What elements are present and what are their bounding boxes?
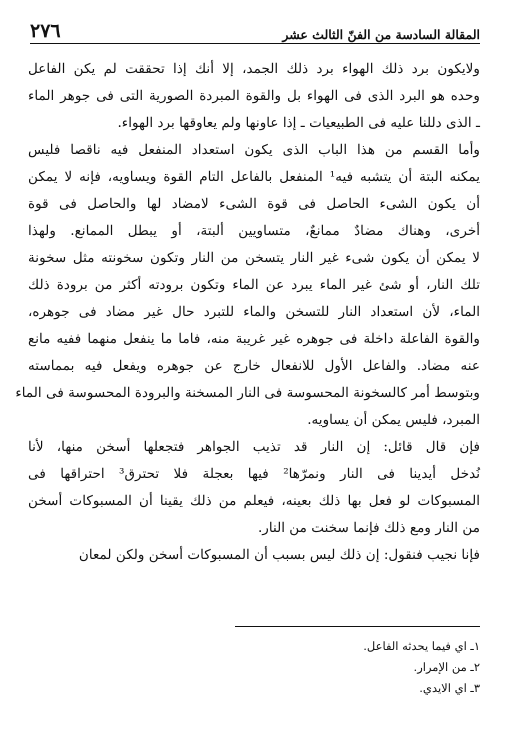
page-header <box>30 14 480 42</box>
text-line: من النار ومع ذلك فإنما سخنت من النار. <box>257 520 480 536</box>
text-line: والقوة الفاعلة داخلة فى جوهره غير غريبة منه، فاما ما ينفعل منهما ففيه مانع <box>28 331 480 347</box>
running-title: المقالة السادسة من الفنّ الثالث عشر <box>282 27 480 42</box>
footnote: ٣ـ اي الايدي. <box>419 681 480 695</box>
text-line: ولايكون برد ذلك الهواء برد ذلك الجمد، إلا أنك إذا تحققت لم يكن الفاعل <box>28 61 480 77</box>
text-line: لا يمكن أن يكون شىء غير النار يتسخن من النار وتكون سخونته مثل سخونة <box>28 250 480 266</box>
text-line: يمكنه البتة أن يتشبه فيه¹ المنفعل بالفاعل التام القوة ويساويه، فإنه لا يمكن <box>28 169 480 185</box>
footnote: ٢ـ من الإمرار. <box>413 660 480 674</box>
text-line: وحده هو البرد الذى فى الهواء بل والقوة المبردة الصورية التى فى جوهر الماء <box>28 88 480 104</box>
text-line: فإن قال قائل: إن النار قد تذيب الجواهر فتجعلها أسخن منها، لأنا <box>28 439 480 455</box>
text-line: ـ الذى دللنا عليه فى الطبيعيات ـ إذا عاونها ولم يعاوقها برد الهواء. <box>117 115 480 131</box>
text-line: المسبوكات لو فعل بها ذلك بعينه، فيعلم من ذلك يقينا أن المسبوكات أسخن <box>28 493 480 509</box>
footnote: ١ـ اي فيما يحدثه الفاعل. <box>363 639 480 653</box>
text-line: وبتوسط أمر كالسخونة المحسوسة فى النار المسخنة والبرودة المحسوسة فى الماء <box>15 385 480 401</box>
body-text <box>15 56 481 569</box>
text-line: تلك النار، أو شئ غير الماء يبرد عن الماء وتكون برودته أكثر من برودة ذلك <box>28 277 480 293</box>
text-line: عنه مضاد. والفاعل الأول للانفعال خارج عن جوهره ويفعل فيه بمماسته <box>28 358 480 374</box>
text-line: فإنا نجيب فنقول: إن ذلك ليس بسبب أن المسبوكات أسخن ولكن لمعان <box>78 547 480 563</box>
footnotes <box>200 636 480 699</box>
footnote-divider <box>235 626 480 627</box>
page-number: ٢٧٦ <box>30 20 61 42</box>
header-divider <box>30 43 480 44</box>
text-line: المبرد، فليس يمكن أن يساويه. <box>307 412 480 428</box>
text-line: الماء، لأن استعداد النار للتسخن والماء للتبرد حال غير مضاد فى جوهره، <box>28 304 480 320</box>
text-line: وأما القسم من هذا الباب الذى يكون استعداد المنفعل فيه ناقصا فليس <box>28 142 480 158</box>
text-line: نُدخل أيدينا فى النار ونمرّها² فيها بعجلة فلا تحترق³ احتراقها فى <box>28 466 481 482</box>
text-line: أخرى، وهناك مضادٌ ممانعٌ، متساويين ألبتة، أو يبطل الممانع. ولهذا <box>28 223 480 239</box>
text-line: أن يكون الشىء الحاصل فى قوة الشىء لامضاد لها والحاصل فى قوة <box>28 196 480 212</box>
